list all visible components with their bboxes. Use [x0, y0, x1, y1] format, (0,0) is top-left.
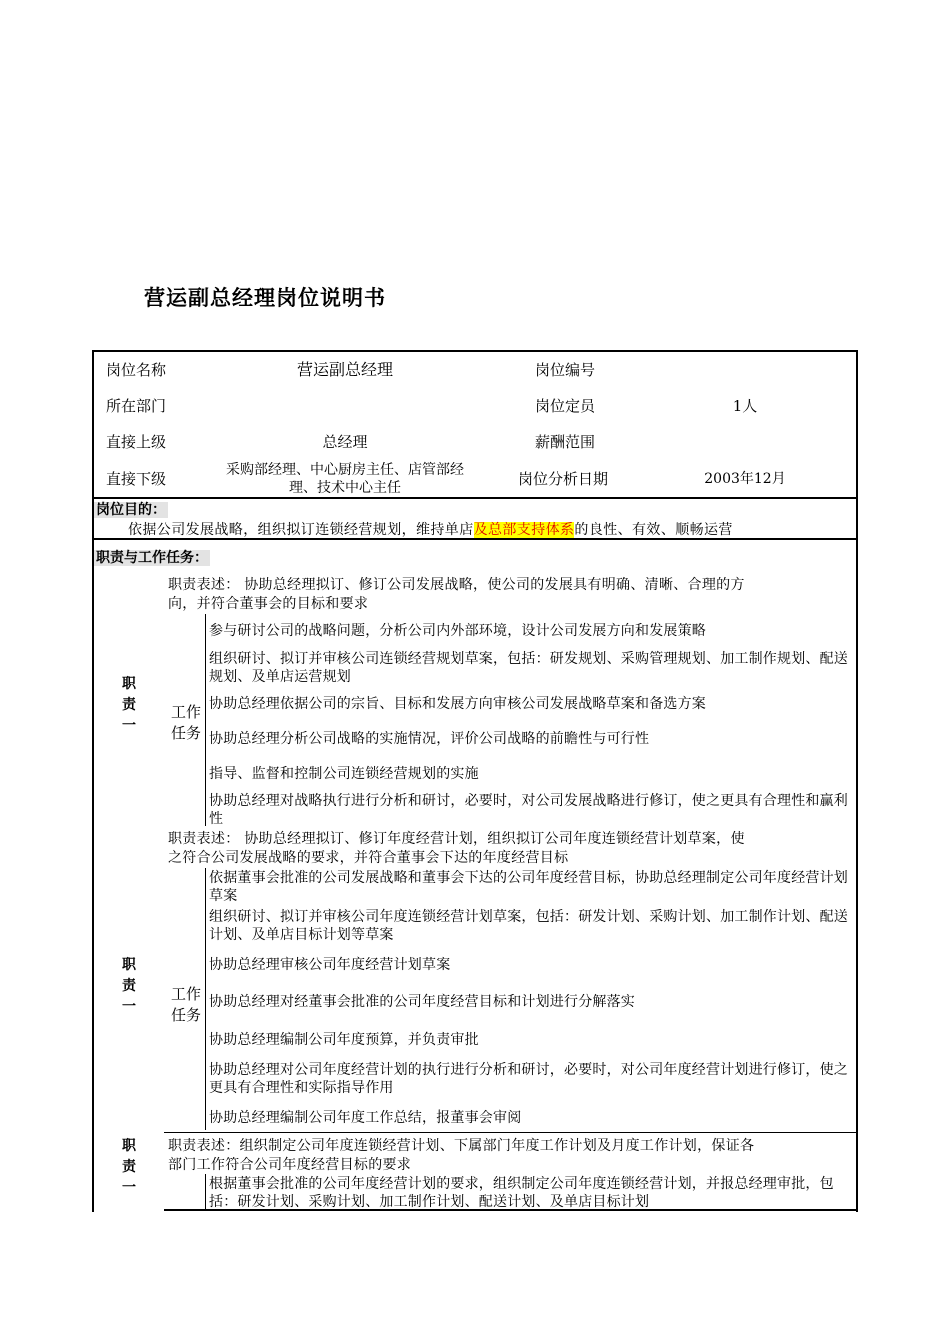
divider	[164, 1132, 856, 1133]
work-tasks-label-2: 工作 任务	[170, 985, 201, 1024]
duty3-description-line1: 职责表述：组织制定公司年度连锁经营计划、下属部门年度工作计划及月度工作计划，保证各	[168, 1138, 755, 1154]
task-column-line	[205, 1174, 206, 1210]
duty1-task: 协助总经理依据公司的宗旨、目标和发展方向审核公司发展战略草案和备选方案	[209, 696, 706, 712]
task-column-line	[205, 868, 206, 1130]
duty-tag-3: 职 责 一	[122, 1138, 136, 1196]
duty2-task: 协助总经理编制公司年度工作总结，报董事会审阅	[209, 1110, 522, 1126]
duty2-task: 协助总经理编制公司年度预算，并负责审批	[209, 1032, 479, 1048]
subordinate-label: 直接下级	[106, 470, 167, 488]
duty2-task: 协助总经理审核公司年度经营计划草案	[209, 957, 451, 973]
analysis-date-label: 岗位分析日期	[518, 470, 609, 488]
duty3-description-line2: 部门工作符合公司年度经营目标的要求	[168, 1157, 412, 1173]
headcount-label: 岗位定员	[535, 397, 596, 415]
duties-heading: 职责与工作任务：	[96, 550, 208, 566]
superior-label: 直接上级	[106, 433, 167, 451]
duty3-task: 根据董事会批准的公司年度经营计划的要求，组织制定公司年度连锁经营计划，并报总经理审批，包括：研发计划、采购计划、加工制作计划、配送计划、及单店目标计划	[209, 1176, 834, 1210]
subordinate-value-line2: 理、技术中心主任	[289, 480, 401, 496]
divider	[164, 1209, 858, 1211]
divider	[92, 497, 858, 499]
headcount-value: 1人	[732, 397, 758, 415]
duty2-description-line2: 之符合公司发展战略的要求，并符合董事会下达的年度经营目标	[168, 850, 569, 866]
superior-value: 总经理	[322, 433, 368, 451]
department-label: 所在部门	[106, 397, 167, 415]
work-tasks-label-1: 工作 任务	[170, 703, 201, 742]
task-column-line	[205, 614, 206, 826]
purpose-highlight: 及总部支持体系	[473, 522, 575, 538]
duty2-task: 依据董事会批准的公司发展战略和董事会下达的公司年度经营目标，协助总经理制定公司年度经营计划草案	[209, 870, 848, 904]
duty1-task: 协助总经理对战略执行进行分析和研讨，必要时，对公司发展战略进行修订，使之更具有合理性和赢利性	[209, 793, 848, 827]
duty2-task: 协助总经理对公司年度经营计划的执行进行分析和研讨，必要时，对公司年度经营计划进行修订，使之更具有合理性和实际指导作用	[209, 1062, 848, 1096]
analysis-date-value: 2003年12月	[704, 471, 786, 487]
position-name-label: 岗位名称	[106, 361, 167, 379]
page-title: 营运副总经理岗位说明书	[144, 286, 386, 310]
duty2-task: 协助总经理对经董事会批准的公司年度经营目标和计划进行分解落实	[209, 994, 635, 1010]
position-code-label: 岗位编号	[535, 361, 596, 379]
duty1-task: 参与研讨公司的战略问题，分析公司内外部环境，设计公司发展方向和发展策略	[209, 623, 706, 639]
purpose-text: 依据公司发展战略，组织拟订连锁经营规划，维持单店及总部支持体系的良性、有效、顺畅运营	[128, 522, 733, 538]
duty2-description-line1: 职责表述： 协助总经理拟订、修订年度经营计划，组织拟订公司年度连锁经营计划草案，使	[168, 831, 745, 847]
duty-tag-2: 职 责 一	[122, 957, 136, 1015]
duty1-task: 指导、监督和控制公司连锁经营规划的实施	[209, 766, 479, 782]
salary-label: 薪酬范围	[535, 433, 596, 451]
duty1-task: 协助总经理分析公司战略的实施情况，评价公司战略的前瞻性与可行性	[209, 731, 650, 747]
duty1-task: 组织研讨、拟订并审核公司连锁经营规划草案，包括：研发规划、采购管理规划、加工制作规划、配送规划、及单店运营规划	[209, 651, 848, 685]
duty1-description-line2: 向，并符合董事会的目标和要求	[168, 596, 369, 612]
duty2-task: 组织研讨、拟订并审核公司年度连锁经营计划草案，包括：研发计划、采购计划、加工制作计划、配送计划、及单店目标计划等草案	[209, 909, 848, 943]
purpose-heading: 岗位目的：	[96, 502, 166, 518]
subordinate-value-line1: 采购部经理、中心厨房主任、店管部经	[226, 462, 464, 478]
position-name-value: 营运副总经理	[296, 360, 393, 379]
duty-tag-1: 职 责 一	[122, 676, 136, 734]
duty1-description-line1: 职责表述： 协助总经理拟订、修订公司发展战略，使公司的发展具有明确、清晰、合理的方	[168, 577, 745, 593]
divider	[92, 538, 858, 540]
